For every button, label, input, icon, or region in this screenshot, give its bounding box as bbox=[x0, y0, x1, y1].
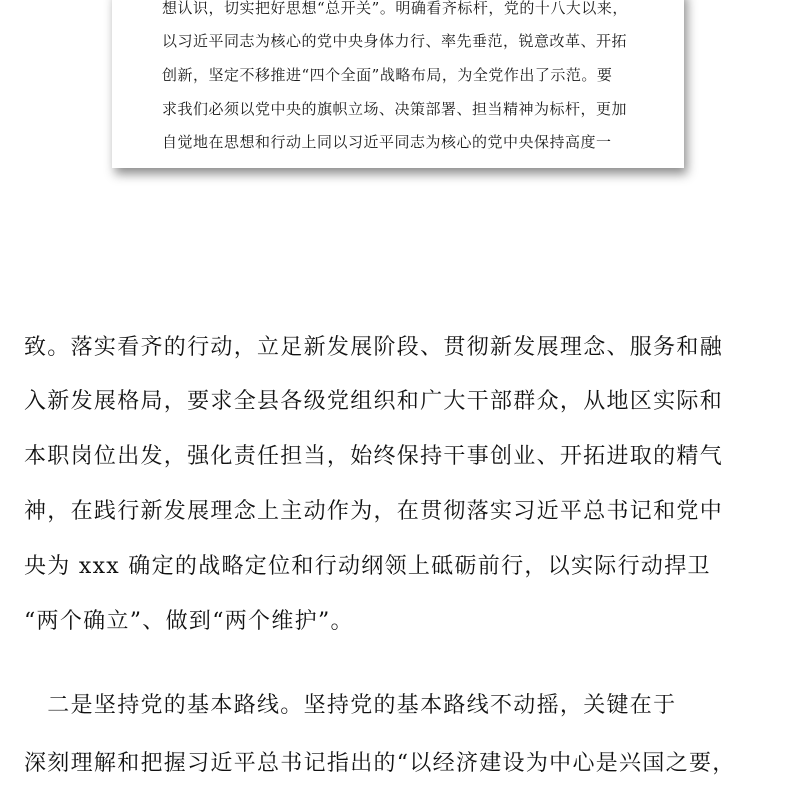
body-line: 央为 xxx 确定的战略定位和行动纲领上砥砺前行，以实际行动捍卫 bbox=[24, 554, 711, 579]
document-page-preview bbox=[112, 0, 684, 168]
preview-line: 以习近平同志为核心的党中央身体力行、率先垂范，锐意改革、开拓 bbox=[162, 32, 628, 50]
body-line: 致。落实看齐的行动，立足新发展阶段、贯彻新发展理念、服务和融 bbox=[24, 335, 724, 360]
body-line: 神，在践行新发展理念上主动作为，在贯彻落实习近平总书记和党中 bbox=[24, 499, 724, 524]
body-line: “两个确立”、做到“两个维护”。 bbox=[24, 609, 354, 634]
preview-line: 自觉地在思想和行动上同以习近平同志为核心的党中央保持高度一 bbox=[162, 133, 612, 151]
body-line: 二是坚持党的基本路线。坚持党的基本路线不动摇，关键在于 bbox=[24, 693, 677, 718]
body-line: 本职岗位出发，强化责任担当，始终保持干事创业、开拓进取的精气 bbox=[24, 444, 724, 469]
preview-line: 创新，坚定不移推进“四个全面”战略布局，为全党作出了示范。要 bbox=[162, 66, 613, 84]
preview-line: 求我们必须以党中央的旗帜立场、决策部署、担当精神为标杆，更加 bbox=[162, 100, 628, 118]
body-line: 深刻理解和把握习近平总书记指出的“以经济建设为中心是兴国之要， bbox=[24, 751, 736, 776]
preview-line: 想认识，切实把好思想“总开关”。明确看齐标杆，党的十八大以来， bbox=[162, 0, 628, 17]
body-line: 入新发展格局，要求全县各级党组织和广大干部群众，从地区实际和 bbox=[24, 389, 724, 414]
